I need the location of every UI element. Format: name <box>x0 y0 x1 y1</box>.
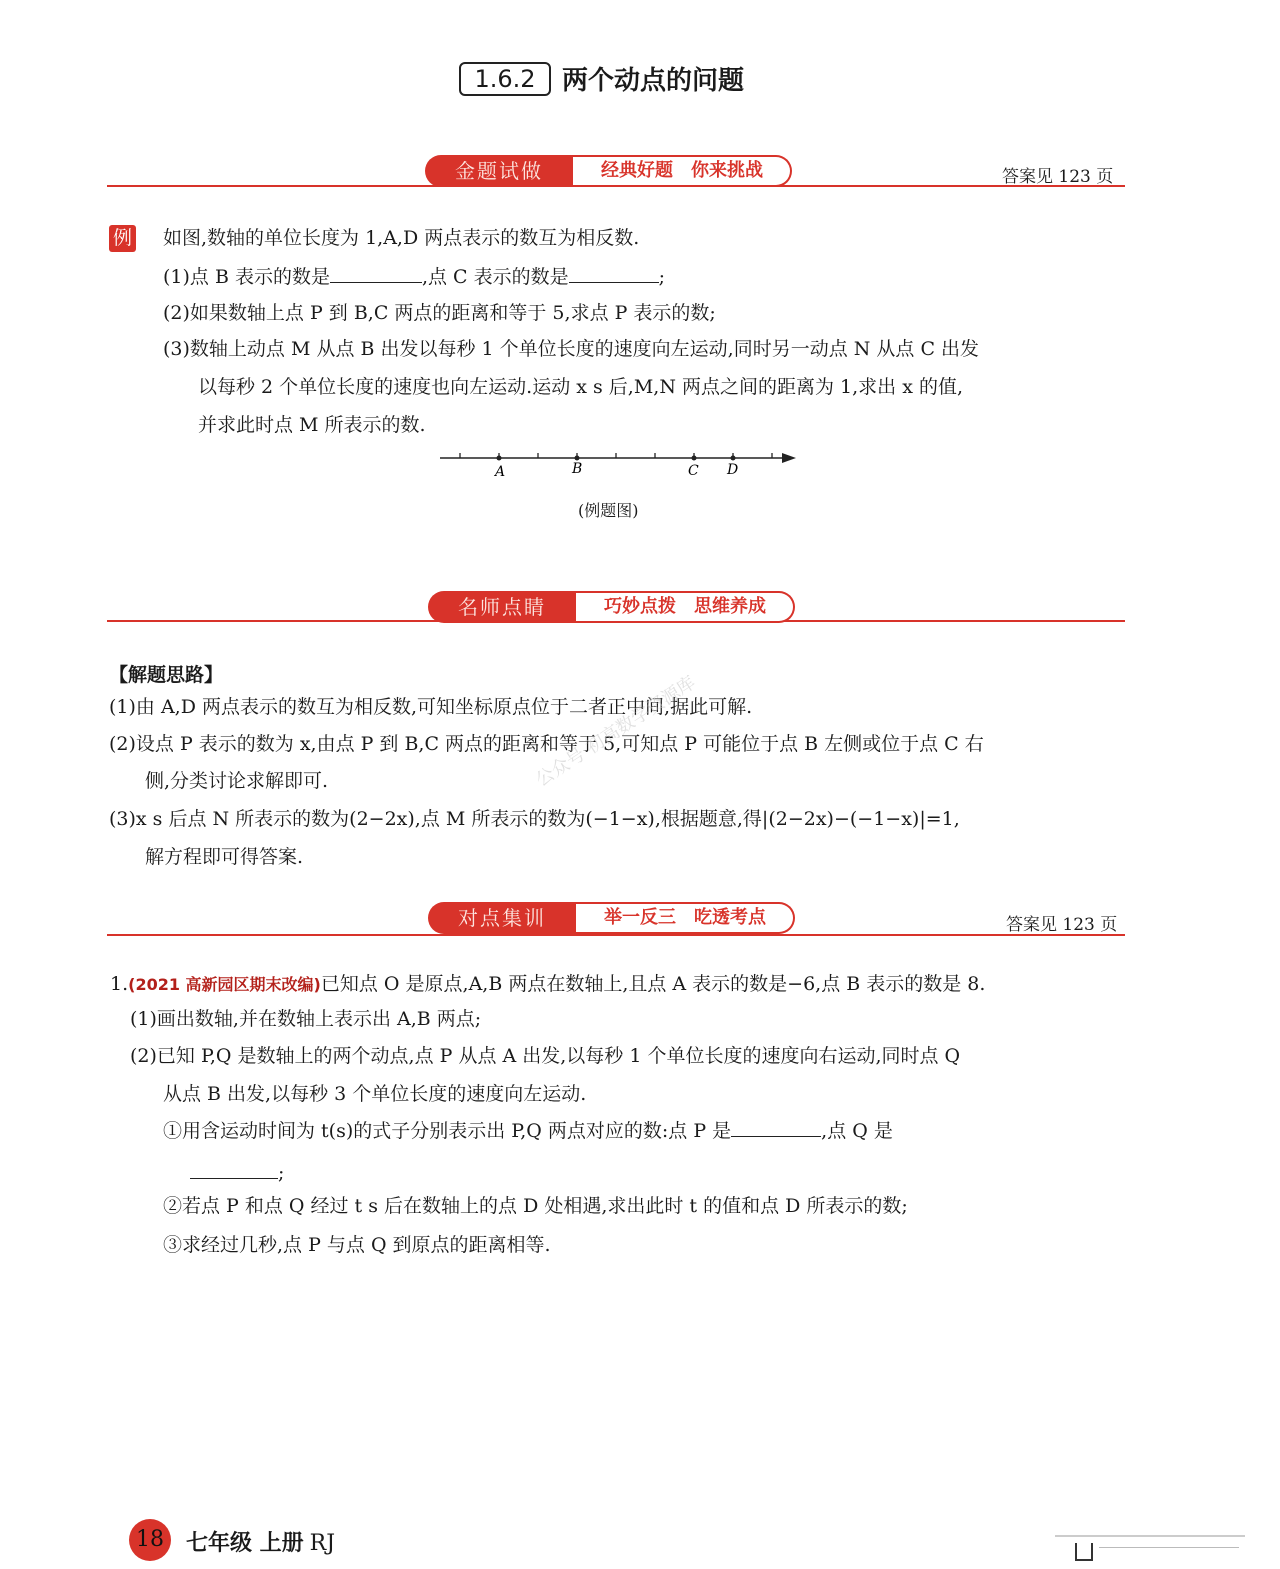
page-title: 两个动点的问题 <box>562 66 745 96</box>
section-badge-drill: 对点集训 <box>428 902 576 934</box>
example-badge: 例 <box>109 225 136 252</box>
point-d-label: D <box>727 462 739 478</box>
exercise-part-2-iii: ③求经过几秒,点 P 与点 Q 到原点的距离相等. <box>163 1234 551 1256</box>
example-question-1 <box>163 266 665 288</box>
slogan-text: 吃透考点 <box>694 907 766 928</box>
figure-caption: (例题图) <box>578 501 639 520</box>
question-text: (1)点 B 表示的数是 <box>163 266 330 288</box>
axis-arrow <box>782 453 796 463</box>
example-question-3-line-1: (3)数轴上动点 M 从点 B 出发以每秒 1 个单位长度的速度向左运动,同时另一动点 N 从点 C 出发 <box>163 338 980 360</box>
answer-blank <box>330 266 422 283</box>
slogan-text: 巧妙点拨 <box>604 596 676 617</box>
section-badge-trial: 金题试做 <box>425 155 573 187</box>
book-info <box>186 1526 335 1557</box>
page-number: 18 <box>129 1519 171 1561</box>
section-slogan-drill <box>576 902 795 934</box>
exercise-part-1: (1)画出数轴,并在数轴上表示出 A,B 两点; <box>130 1008 482 1030</box>
slogan-text: 经典好题 <box>601 160 673 181</box>
question-text: ,点 Q 是 <box>821 1120 893 1142</box>
example-stem: 如图,数轴的单位长度为 1,A,D 两点表示的数互为相反数. <box>163 227 640 249</box>
exercise-stem-text: 已知点 O 是原点,A,B 两点在数轴上,且点 A 表示的数是−6,点 B 表示的数是 8. <box>320 973 986 995</box>
page-edge-decoration <box>1055 1535 1245 1559</box>
exercise-part-2-line-1: (2)已知 P,Q 是数轴上的两个动点,点 P 从点 A 出发,以每秒 1 个单位长度的速度向右运动,同时点 Q <box>130 1045 961 1067</box>
number-line-figure <box>436 446 806 482</box>
question-text: ; <box>278 1162 285 1184</box>
answer-reference: 答案见 123 页 <box>1006 915 1118 935</box>
exercise-part-2-line-2: 从点 B 出发,以每秒 3 个单位长度的速度向左运动. <box>163 1083 587 1105</box>
exercise-source-tag: (2021 高新园区期末改编) <box>128 975 321 994</box>
answer-blank <box>731 1120 821 1137</box>
exercise-1-stem <box>110 969 985 996</box>
point-b-dot <box>575 456 580 461</box>
book-grade: 七年级 上册 <box>186 1531 304 1556</box>
solution-step-1: (1)由 A,D 两点表示的数互为相反数,可知坐标原点位于二者正中间,据此可解. <box>109 696 753 718</box>
example-question-3-line-2: 以每秒 2 个单位长度的速度也向左运动.运动 x s 后,M,N 两点之间的距离为 1,求出 x 的值, <box>198 376 963 398</box>
question-text: ; <box>658 266 666 288</box>
section-slogan-trial <box>573 155 792 187</box>
point-a-dot <box>497 456 502 461</box>
point-d-dot <box>731 456 736 461</box>
example-question-2: (2)如果数轴上点 P 到 B,C 两点的距离和等于 5,求点 P 表示的数; <box>163 302 716 324</box>
slogan-text: 你来挑战 <box>691 160 763 181</box>
question-text: ①用含运动时间为 t(s)的式子分别表示出 P,Q 两点对应的数:点 P 是 <box>163 1120 732 1142</box>
section-slogan-teacher <box>576 591 795 623</box>
watermark: 公众号 初高数学资源库 <box>532 672 700 791</box>
exercise-part-2-ii: ②若点 P 和点 Q 经过 t s 后在数轴上的点 D 处相遇,求出此时 t 的值和点 D 所表示的数; <box>163 1195 908 1217</box>
point-a-label: A <box>495 464 506 480</box>
book-edition: RJ <box>309 1531 336 1556</box>
exercise-part-2-i <box>163 1120 893 1142</box>
example-question-3-line-3: 并求此时点 M 所表示的数. <box>198 414 426 436</box>
question-text: ,点 C 表示的数是 <box>421 266 569 288</box>
section-number-box: 1.6.2 <box>459 62 551 96</box>
solution-step-3-line-1: (3)x s 后点 N 所表示的数为(2−2x),点 M 所表示的数为(−1−x),根据题意,得|(2−2x)−(−1−x)|=1, <box>109 808 960 830</box>
point-b-label: B <box>572 461 583 477</box>
answer-blank <box>190 1162 278 1179</box>
section-divider-drill <box>107 934 1125 936</box>
answer-reference: 答案见 123 页 <box>1002 167 1114 187</box>
slogan-text: 思维养成 <box>694 596 766 617</box>
slogan-text: 举一反三 <box>604 907 676 928</box>
solution-step-2-line-2: 侧,分类讨论求解即可. <box>145 770 329 792</box>
section-badge-teacher: 名师点睛 <box>428 591 576 623</box>
point-c-dot <box>692 456 697 461</box>
point-c-label: C <box>688 463 699 479</box>
solution-step-3-line-2: 解方程即可得答案. <box>145 846 304 868</box>
solution-step-2-line-1: (2)设点 P 表示的数为 x,由点 P 到 B,C 两点的距离和等于 5,可知点 P 可能位于点 B 左侧或位于点 C 右 <box>109 733 984 755</box>
answer-blank <box>569 266 659 283</box>
exercise-number: 1. <box>110 973 129 995</box>
solution-heading: 【解题思路】 <box>109 664 224 686</box>
exercise-part-2-i-continued <box>190 1162 284 1184</box>
